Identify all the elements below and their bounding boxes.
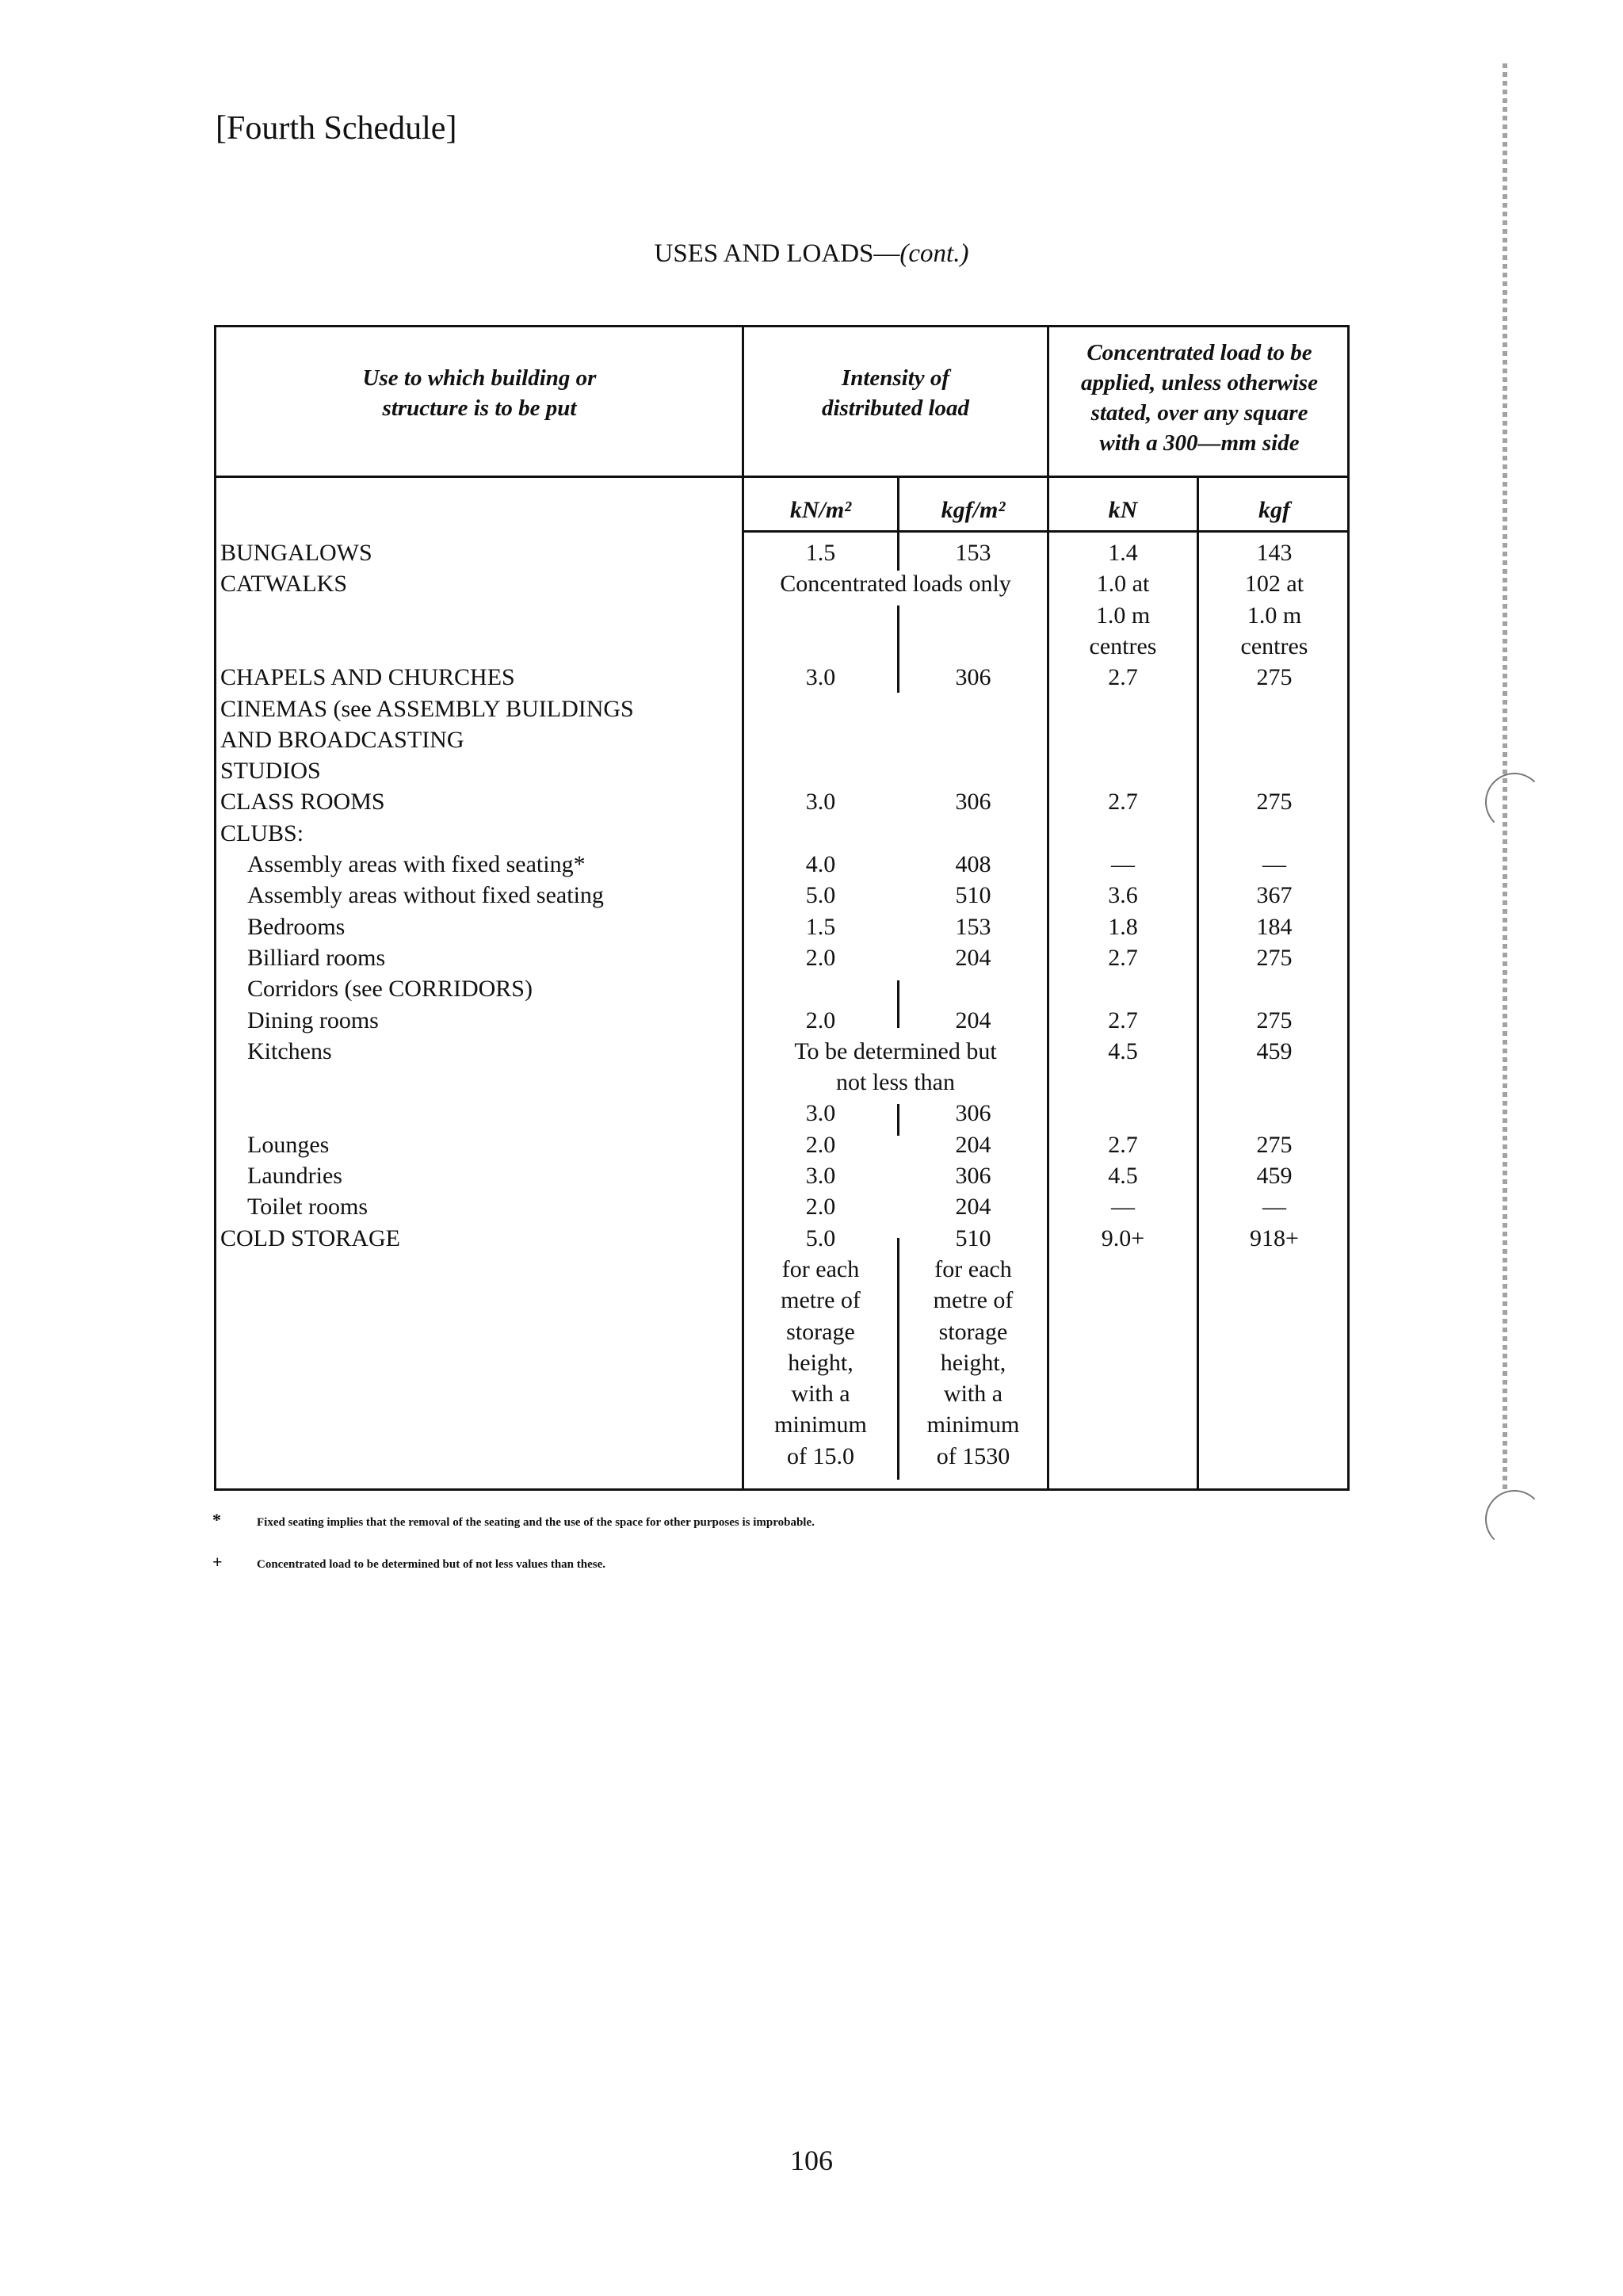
cell-distributed-span: not less than <box>836 1069 955 1095</box>
header-use <box>222 363 737 423</box>
unit-kn: kN <box>1108 497 1138 523</box>
footnote-text: Concentrated load to be determined but of not less values than these. <box>257 1558 605 1571</box>
cell-kn: 4.5 <box>1108 1038 1138 1064</box>
footnote-concentrated <box>212 1552 605 1572</box>
cell-kn: 1.4 <box>1108 540 1138 566</box>
page-number: 106 <box>790 2145 833 2176</box>
cell-kn-m2: minimum <box>774 1412 867 1438</box>
cell-kgf-m2: 204 <box>955 1132 991 1158</box>
cell-kgf-m2: minimum <box>926 1412 1020 1438</box>
cell-kn-m2: 3.0 <box>805 789 836 815</box>
row-label: Dining rooms <box>247 1007 379 1033</box>
table-title <box>0 239 1623 269</box>
cell-kgf-m2: 153 <box>955 914 991 940</box>
row-label: CHAPELS AND CHURCHES <box>220 664 515 690</box>
cell-kgf: — <box>1262 1194 1286 1220</box>
header-concentrated-line: stated, over any square <box>1090 400 1308 426</box>
cell-kgf: 367 <box>1256 882 1293 908</box>
row-label: Kitchens <box>247 1038 332 1064</box>
cell-kgf: 184 <box>1256 914 1293 940</box>
cell-kn-m2: 5.0 <box>805 1225 836 1251</box>
cell-kgf-m2: height, <box>940 1350 1006 1376</box>
cell-kgf-m2: 306 <box>955 789 991 815</box>
cell-kgf-m2: storage <box>938 1319 1008 1345</box>
table-title-text: USES AND LOADS— <box>654 239 900 268</box>
cell-kn: 9.0+ <box>1101 1225 1145 1251</box>
cell-kn-m2: height, <box>788 1350 854 1376</box>
cell-kgf-m2: 204 <box>955 1007 991 1033</box>
row-label: Lounges <box>247 1132 330 1158</box>
cell-kgf-m2: with a <box>943 1381 1003 1407</box>
cell-kn-m2: 4.0 <box>805 851 836 877</box>
unit-kn-per-m2: kN/m² <box>789 497 852 523</box>
unit-kgf-per-m2: kgf/m² <box>941 497 1006 523</box>
footnote-text: Fixed seating implies that the removal of the seating and the use of the space for other purposes is improbable. <box>257 1516 815 1529</box>
cell-kgf-m2: 306 <box>955 1100 991 1126</box>
units-divider <box>742 530 1350 533</box>
row-label: Billiard rooms <box>247 945 386 971</box>
cell-kn: 4.5 <box>1108 1163 1138 1189</box>
cell-kn: 2.7 <box>1108 664 1138 690</box>
cell-kgf-m2: 204 <box>955 1194 991 1220</box>
cell-kgf-m2: 204 <box>955 945 991 971</box>
header-intensity-line: Intensity of <box>841 365 950 391</box>
row-label: CLASS ROOMS <box>220 789 385 815</box>
cell-kn: centres <box>1089 633 1157 659</box>
header-divider <box>214 476 1350 478</box>
header-concentrated-line: applied, unless otherwise <box>1081 370 1318 395</box>
cell-kn-m2: for each <box>781 1256 860 1282</box>
row-label: CATWALKS <box>220 571 348 597</box>
cell-kn-m2: 1.5 <box>805 540 836 566</box>
header-use-line: structure is to be put <box>382 395 577 421</box>
cell-kgf-m2: 408 <box>955 851 991 877</box>
row-label: CINEMAS (see ASSEMBLY BUILDINGS <box>220 696 634 722</box>
cell-kgf: 102 at <box>1244 571 1304 597</box>
cell-kn-m2: 3.0 <box>805 664 836 690</box>
cell-kn-m2: 1.5 <box>805 914 836 940</box>
cell-kn-m2: 3.0 <box>805 1100 836 1126</box>
header-concentrated-line: Concentrated load to be <box>1086 340 1312 365</box>
row-label: STUDIOS <box>220 758 321 784</box>
header-use-line: Use to which building or <box>362 365 597 391</box>
cell-kn-m2: with a <box>791 1381 850 1407</box>
cell-kn-m2: 2.0 <box>805 945 836 971</box>
row-label: BUNGALOWS <box>220 540 372 566</box>
row-label: Assembly areas without fixed seating <box>247 882 604 908</box>
cell-kn: 2.7 <box>1108 945 1138 971</box>
cell-kgf: 143 <box>1256 540 1293 566</box>
cell-kn-m2: of 15.0 <box>787 1443 854 1469</box>
row-label: CLUBS: <box>220 820 304 846</box>
cell-kgf-m2: of 1530 <box>936 1443 1010 1469</box>
schedule-heading: [Fourth Schedule] <box>216 110 457 147</box>
cell-kn: — <box>1111 851 1135 877</box>
cell-kgf-m2: 510 <box>955 1225 991 1251</box>
unit-kgf: kgf <box>1258 497 1290 523</box>
footnote-mark: + <box>212 1552 223 1572</box>
cell-kgf-m2: metre of <box>933 1287 1014 1313</box>
row-label: Laundries <box>247 1163 342 1189</box>
punch-hole-mark <box>1485 773 1544 831</box>
cell-kgf: 275 <box>1256 945 1293 971</box>
row-label: Assembly areas with fixed seating* <box>247 851 586 877</box>
cell-kn: 2.7 <box>1108 1132 1138 1158</box>
cell-kn: 2.7 <box>1108 1007 1138 1033</box>
row-label: Bedrooms <box>247 914 346 940</box>
cell-kgf-m2: for each <box>934 1256 1012 1282</box>
cell-kn-m2: 5.0 <box>805 882 836 908</box>
cell-kgf-m2: 306 <box>955 1163 991 1189</box>
cell-kn-m2: 2.0 <box>805 1194 836 1220</box>
cell-kgf: — <box>1262 851 1286 877</box>
row-label: Toilet rooms <box>247 1194 369 1220</box>
cell-kgf: 275 <box>1256 1132 1293 1158</box>
cell-kn-m2: storage <box>786 1319 855 1345</box>
cell-kgf: 275 <box>1256 664 1293 690</box>
cell-kgf-m2: 510 <box>955 882 991 908</box>
row-label: AND BROADCASTING <box>220 727 464 753</box>
cell-kgf: 275 <box>1256 1007 1293 1033</box>
cell-kn: 2.7 <box>1108 789 1138 815</box>
cell-kgf-m2: 153 <box>955 540 991 566</box>
cell-kgf: centres <box>1240 633 1308 659</box>
cell-kn-m2: 2.0 <box>805 1132 836 1158</box>
punch-hole-mark <box>1485 1490 1544 1549</box>
cell-kn: — <box>1111 1194 1135 1220</box>
row-label: Corridors (see CORRIDORS) <box>247 976 533 1002</box>
footnote-fixed-seating <box>212 1510 815 1530</box>
cell-kgf: 459 <box>1256 1038 1293 1064</box>
cell-kgf: 275 <box>1256 789 1293 815</box>
header-intensity-line: distributed load <box>821 395 970 421</box>
header-concentrated <box>1049 338 1350 458</box>
cell-kn: 1.0 at <box>1096 571 1150 597</box>
cell-kn: 1.8 <box>1108 914 1138 940</box>
cell-kgf: 1.0 m <box>1247 602 1302 628</box>
cell-kgf: 918+ <box>1250 1225 1299 1251</box>
cell-kn-m2: 2.0 <box>805 1007 836 1033</box>
cell-kn-m2: metre of <box>781 1287 861 1313</box>
header-concentrated-line: with a 300—mm side <box>1099 430 1300 456</box>
cell-distributed-span: Concentrated loads only <box>780 571 1011 597</box>
cell-distributed-span: To be determined but <box>794 1038 997 1064</box>
cell-kgf: 459 <box>1256 1163 1293 1189</box>
table-title-cont: (cont.) <box>899 239 969 268</box>
header-intensity <box>744 363 1047 423</box>
cell-kgf-m2: 306 <box>955 664 991 690</box>
cell-kn-m2: 3.0 <box>805 1163 836 1189</box>
row-label: COLD STORAGE <box>220 1225 400 1251</box>
cell-kn: 3.6 <box>1108 882 1138 908</box>
footnote-mark: * <box>212 1510 221 1530</box>
cell-kn: 1.0 m <box>1095 602 1151 628</box>
